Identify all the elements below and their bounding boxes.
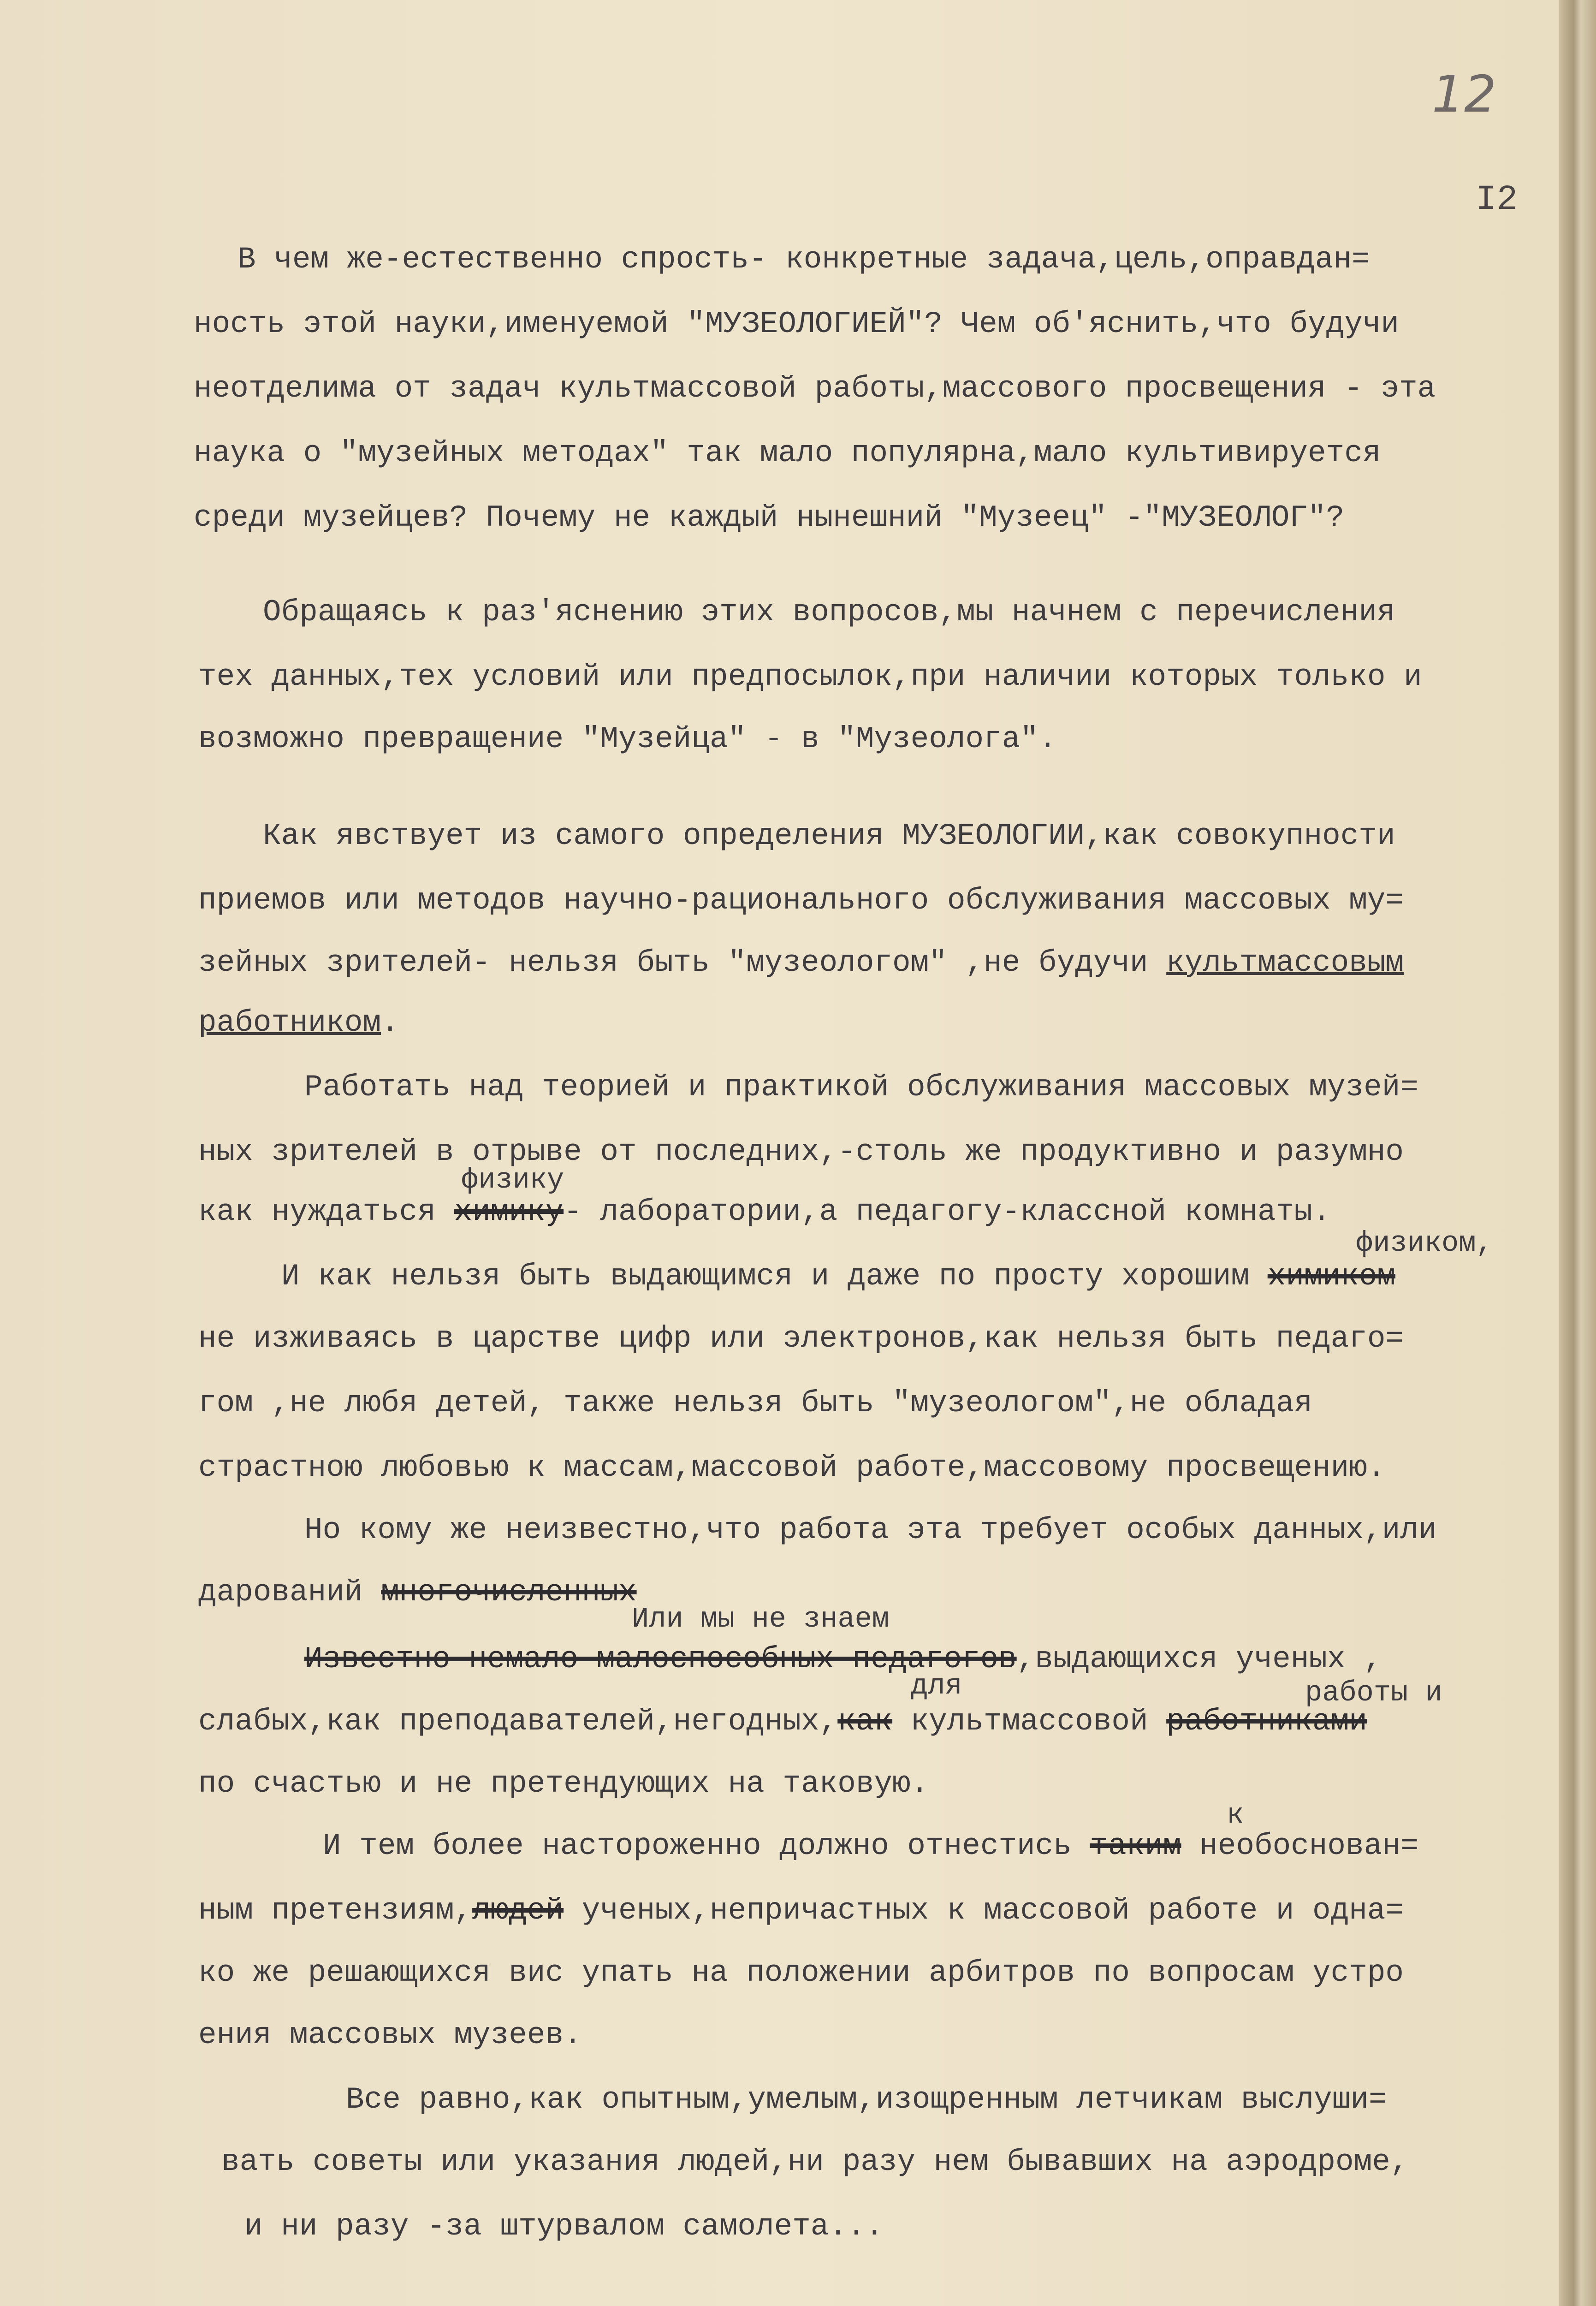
text-line: наука о "музейных методах" так мало популярна,мало культивируется	[194, 436, 1381, 470]
typed-insertion: физику	[461, 1164, 564, 1196]
underlined-word: работником	[198, 1005, 381, 1040]
text-line: ных зрителей в отрыве от последних,-столь же продуктивно и разумно	[198, 1135, 1404, 1169]
text-line: Обращаясь к раз'яснению этих вопросов,мы начнем с перечисления	[263, 595, 1395, 630]
text-line: И как нельзя быть выдающимся и даже по просту хорошим химиком	[281, 1259, 1395, 1294]
underlined-word: культмассовым	[1166, 945, 1404, 980]
text-line: ность этой науки,именуемой "МУЗЕОЛОГИЕЙ"? Чем об'яснить,что будучи	[194, 307, 1400, 341]
text-line: неотделима от задач культмассовой работы,массового просвещения - эта	[194, 371, 1436, 406]
struck-word: таким	[1090, 1829, 1181, 1863]
struck-word: многочисленных	[381, 1575, 637, 1610]
text-line: дарований многочисленных	[198, 1575, 637, 1610]
text-line: Все равно,как опытным,умелым,изощренным летчикам выслуши=	[346, 2082, 1387, 2117]
text-line: тех данных,тех условий или предпосылок,при наличии которых только и	[198, 660, 1422, 694]
text-line: Как явствует из самого определения МУЗЕОЛОГИИ,как совокупности	[263, 819, 1395, 853]
text-line: и ни разу -за штурвалом самолета...	[244, 2209, 884, 2244]
text-line: В чем же-естественно спрость- конкретные задача,цель,оправдан=	[237, 242, 1370, 277]
text-line: Известно немало малоспособных педагогов,выдающихся ученых ,	[304, 1642, 1382, 1676]
stacked-pages-edge	[1559, 0, 1596, 2306]
typed-insertion: физиком,	[1356, 1227, 1493, 1260]
typed-insertion: Или мы не знаем	[632, 1603, 890, 1635]
text-line: Работать над теорией и практикой обслуживания массовых музей=	[304, 1070, 1418, 1105]
struck-phrase: Известно немало малоспособных педагогов	[304, 1642, 1017, 1676]
typed-insertion: к	[1227, 1799, 1244, 1831]
text-line: ным претензиям,людей ученых,непричастных к массовой работе и одна=	[198, 1893, 1404, 1928]
text-line: по счастью и не претендующих на таковую.	[198, 1766, 929, 1801]
text-line: ко же решающихся вис упать на положении арбитров по вопросам устро	[198, 1955, 1404, 1990]
text-line: не изживаясь в царстве цифр или электронов,как нельзя быть педаго=	[198, 1321, 1404, 1356]
text-line: слабых,как преподавателей,негодных,как культмассовой работниками	[198, 1704, 1367, 1739]
text-line: возможно превращение "Музейца" - в "Музеолога".	[198, 722, 1057, 756]
text-line: И тем более настороженно должно отнестись таким необоснован=	[323, 1829, 1419, 1863]
pencil-page-number: 12	[1432, 65, 1496, 124]
text-line: ения массовых музеев.	[198, 2018, 582, 2052]
text-line: вать советы или указания людей,ни разу нем бывавших на аэродроме,	[221, 2145, 1409, 2179]
text-line: среди музейцев? Почему не каждый нынешний "Музеец" -"МУЗЕОЛОГ"?	[194, 500, 1345, 535]
text-line: зейных зрителей- нельзя быть "музеологом" ,не будучи культмассовым	[198, 945, 1404, 980]
text-line: как нуждаться химику- лаборатории,а педагогу-классной комнаты.	[198, 1195, 1331, 1229]
struck-word: химиком	[1267, 1259, 1395, 1294]
typed-insertion: для	[911, 1670, 962, 1702]
struck-word: людей	[472, 1893, 564, 1928]
struck-word: работниками	[1166, 1704, 1367, 1739]
struck-word: химику	[454, 1195, 564, 1229]
text-line: работником.	[198, 1005, 399, 1040]
text-line: гом ,не любя детей, также нельзя быть "музеологом",не обладая	[198, 1386, 1312, 1420]
text-line: Но кому же неизвестно,что работа эта требует особых данных,или	[304, 1513, 1437, 1547]
text-line: страстною любовью к массам,массовой работе,массовому просвещению.	[198, 1450, 1386, 1485]
typed-insertion: работы и	[1305, 1676, 1442, 1709]
typed-page-number: I2	[1476, 180, 1518, 220]
text-line: приемов или методов научно-рационального обслуживания массовых му=	[198, 883, 1404, 918]
struck-word: как	[837, 1704, 893, 1739]
